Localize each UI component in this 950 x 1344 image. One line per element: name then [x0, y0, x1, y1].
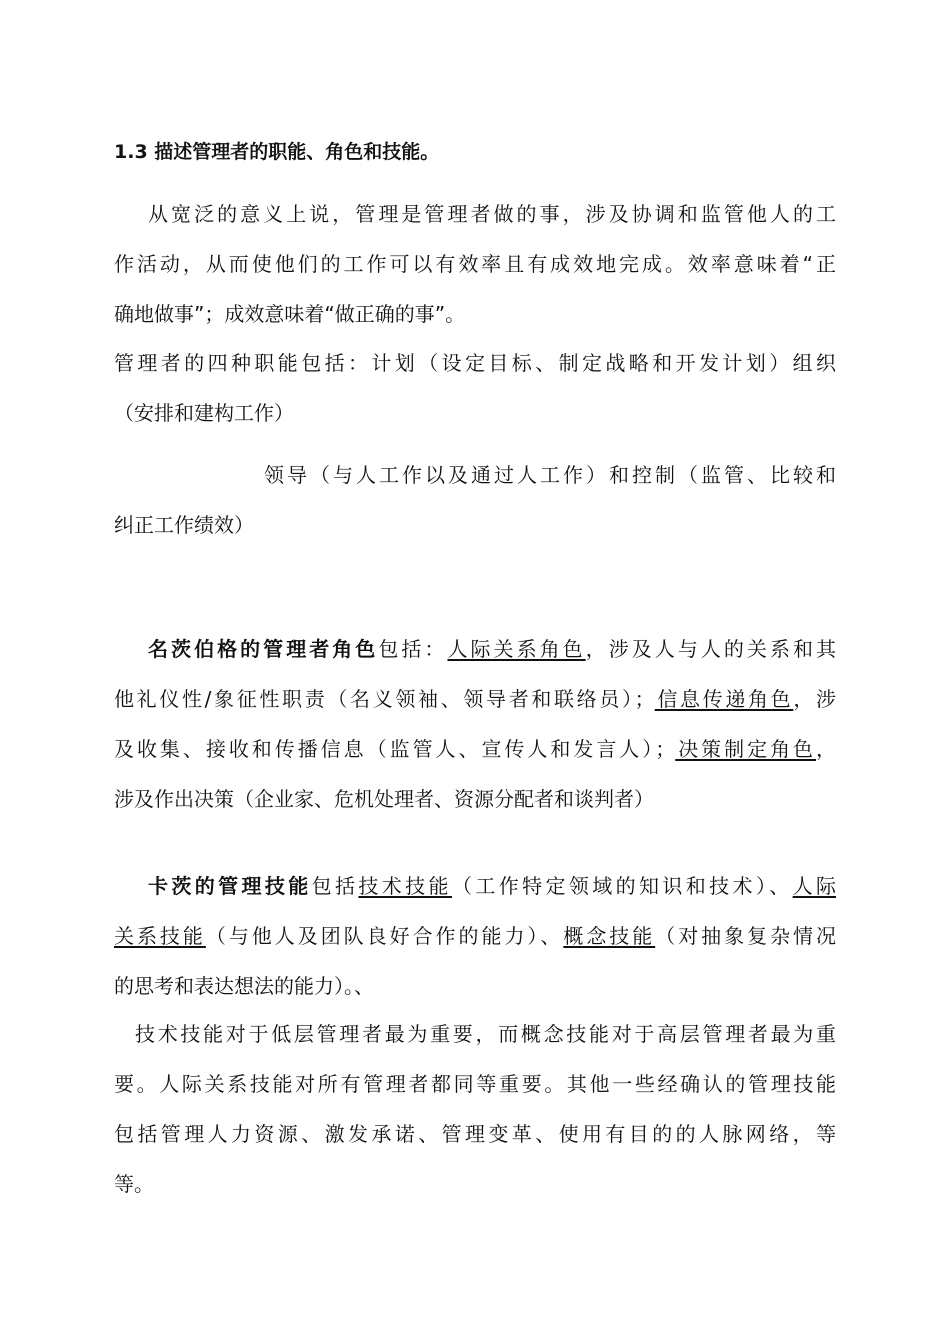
roles-line-2 — [114, 687, 836, 711]
importance-line-4: 等。 — [114, 1172, 154, 1196]
functions-line-2: （安排和建构工作） — [114, 401, 294, 425]
skills-text: （工作特定领域的知识和技术）、 — [451, 874, 793, 898]
roles-text: ， — [816, 737, 837, 761]
intro-line-3: 确地做事”；成效意味着“做正确的事”。 — [114, 302, 466, 326]
roles-decisional-term: 决策制定角色 — [675, 737, 817, 761]
roles-text: ，涉 — [793, 687, 837, 711]
importance-line-2: 要。人际关系技能对所有管理者都同等重要。其他一些经确认的管理技能 — [114, 1072, 836, 1096]
skills-line-1 — [148, 874, 836, 898]
roles-interpersonal-term: 人际关系角色 — [447, 637, 586, 661]
roles-informational-term: 信息传递角色 — [654, 687, 794, 711]
skills-text: （与他人及团队良好合作的能力）、 — [205, 924, 564, 948]
skills-conceptual-term: 概念技能 — [563, 924, 656, 948]
roles-line-3 — [114, 737, 836, 761]
skills-line-3: 的思考和表达想法的能力）。、 — [114, 974, 374, 998]
roles-bold-lead: 名茨伯格的管理者角色 — [148, 637, 379, 661]
skills-interpersonal-term-start: 人际 — [792, 874, 837, 898]
skills-text: 包括 — [311, 874, 359, 898]
roles-line-1 — [148, 637, 836, 661]
roles-text: 他礼仪性/象征性职责（名义领袖、领导者和联络员）； — [114, 687, 655, 711]
skills-interpersonal-term-end: 关系技能 — [114, 924, 206, 948]
roles-line-4: 涉及作出决策（企业家、危机处理者、资源分配者和谈判者） — [114, 787, 654, 811]
skills-line-2 — [114, 924, 836, 948]
roles-text: 及收集、接收和传播信息（监管人、宣传人和发言人）； — [114, 737, 676, 761]
skills-bold-lead: 卡茨的管理技能 — [148, 874, 312, 898]
importance-line-1: 技术技能对于低层管理者最为重要，而概念技能对于高层管理者最为重 — [135, 1022, 836, 1046]
section-heading: 1.3 描述管理者的职能、角色和技能。 — [114, 141, 440, 163]
skills-technical-term: 技术技能 — [358, 874, 452, 898]
skills-text: （对抽象复杂情况 — [655, 924, 837, 948]
roles-text: ，涉及人与人的关系和其 — [585, 637, 837, 661]
importance-line-3: 包括管理人力资源、激发承诺、管理变革、使用有目的的人脉网络，等 — [114, 1122, 836, 1146]
functions-line-3: 领导（与人工作以及通过人工作）和控制（监管、比较和 — [264, 463, 836, 487]
functions-line-4: 纠正工作绩效） — [114, 513, 254, 537]
functions-line-1: 管理者的四种职能包括：计划（设定目标、制定战略和开发计划）组织 — [114, 351, 836, 375]
intro-line-2: 作活动，从而使他们的工作可以有效率且有成效地完成。效率意味着“正 — [114, 252, 836, 276]
roles-text: 包括： — [378, 637, 448, 661]
intro-line-1: 从宽泛的意义上说，管理是管理者做的事，涉及协调和监管他人的工 — [148, 202, 836, 226]
